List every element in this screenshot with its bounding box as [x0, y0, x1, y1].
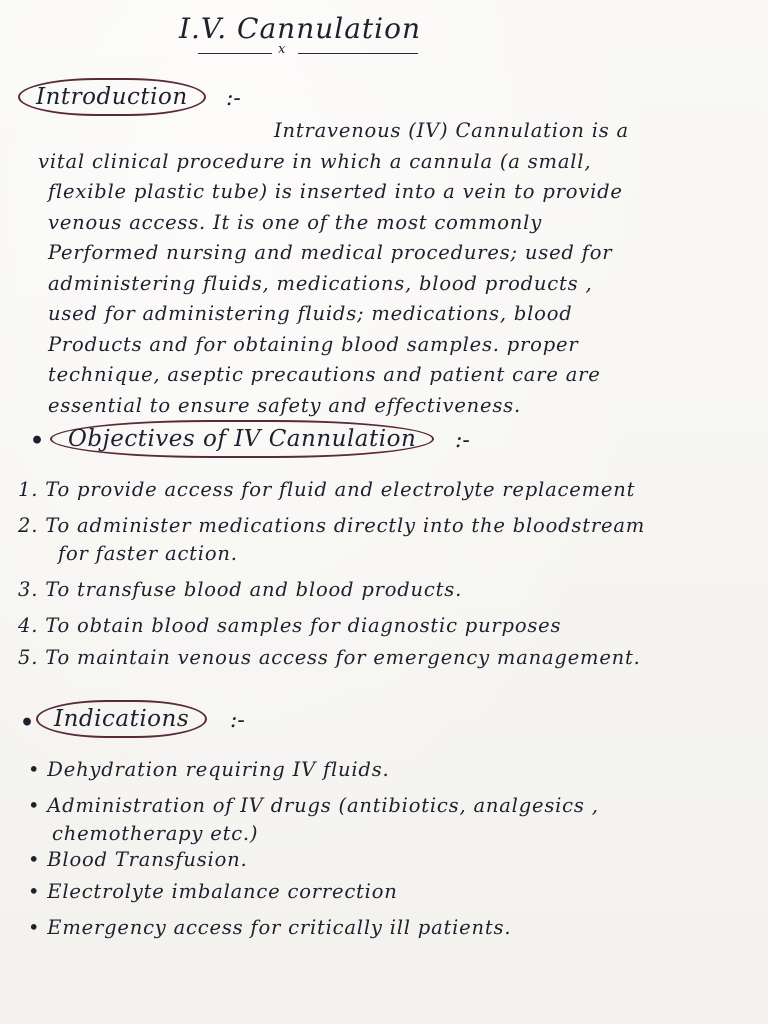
introduction-heading-text: Introduction [36, 84, 188, 110]
intro-line: essential to ensure safety and effectiveness. [48, 393, 521, 417]
intro-line: technique, aseptic precautions and patient care are [48, 363, 601, 386]
indications-bullet: • [20, 710, 35, 736]
objectives-list [18, 478, 748, 678]
introduction-paragraph [38, 116, 728, 421]
objectives-heading-text: Objectives of IV Cannulation [68, 426, 417, 452]
title-underline [198, 42, 418, 58]
intro-line: flexible plastic tube) is inserted into a vein to provide [48, 180, 623, 203]
introduction-heading-suffix: :- [226, 86, 241, 111]
page-title: I.V. Cannulation [178, 12, 422, 45]
indication-item: chemotherapy etc.) [52, 822, 259, 845]
objective-item: 5. To maintain venous access for emergency management. [18, 646, 641, 669]
intro-line: used for administering fluids; medications, blood [48, 302, 573, 325]
indications-heading-text: Indications [54, 706, 190, 732]
intro-line: vital clinical procedure in which a cannula (a small, [38, 149, 592, 173]
objective-item: for faster action. [58, 542, 238, 565]
introduction-heading [18, 78, 206, 116]
indication-item: • Emergency access for critically ill patients. [28, 916, 512, 939]
indication-item: • Blood Transfusion. [28, 848, 248, 871]
indications-heading [36, 700, 207, 738]
title-mark: x [278, 42, 286, 57]
intro-line: venous access. It is one of the most commonly [48, 210, 543, 234]
objective-item: 1. To provide access for fluid and electrolyte replacement [18, 478, 636, 501]
intro-line: Performed nursing and medical procedures; used for [48, 241, 613, 264]
objective-item: 4. To obtain blood samples for diagnostic purposes [18, 614, 562, 637]
objective-item: 3. To transfuse blood and blood products. [18, 578, 463, 601]
objectives-heading-suffix: :- [455, 428, 470, 453]
objective-item: 2. To administer medications directly into the bloodstream [18, 514, 646, 537]
intro-line: administering fluids, medications, blood products , [48, 271, 593, 295]
indication-item: • Electrolyte imbalance correction [28, 880, 398, 903]
intro-line: Products and for obtaining blood samples. proper [48, 332, 579, 356]
objectives-bullet: • [30, 428, 45, 454]
indication-item: • Administration of IV drugs (antibiotics, analgesics , [28, 794, 599, 817]
indication-item: • Dehydration requiring IV fluids. [28, 758, 390, 781]
indications-heading-suffix: :- [230, 708, 245, 733]
intro-line: Intravenous (IV) Cannulation is a [274, 119, 629, 142]
indications-list [28, 758, 758, 948]
objectives-heading [50, 420, 434, 458]
